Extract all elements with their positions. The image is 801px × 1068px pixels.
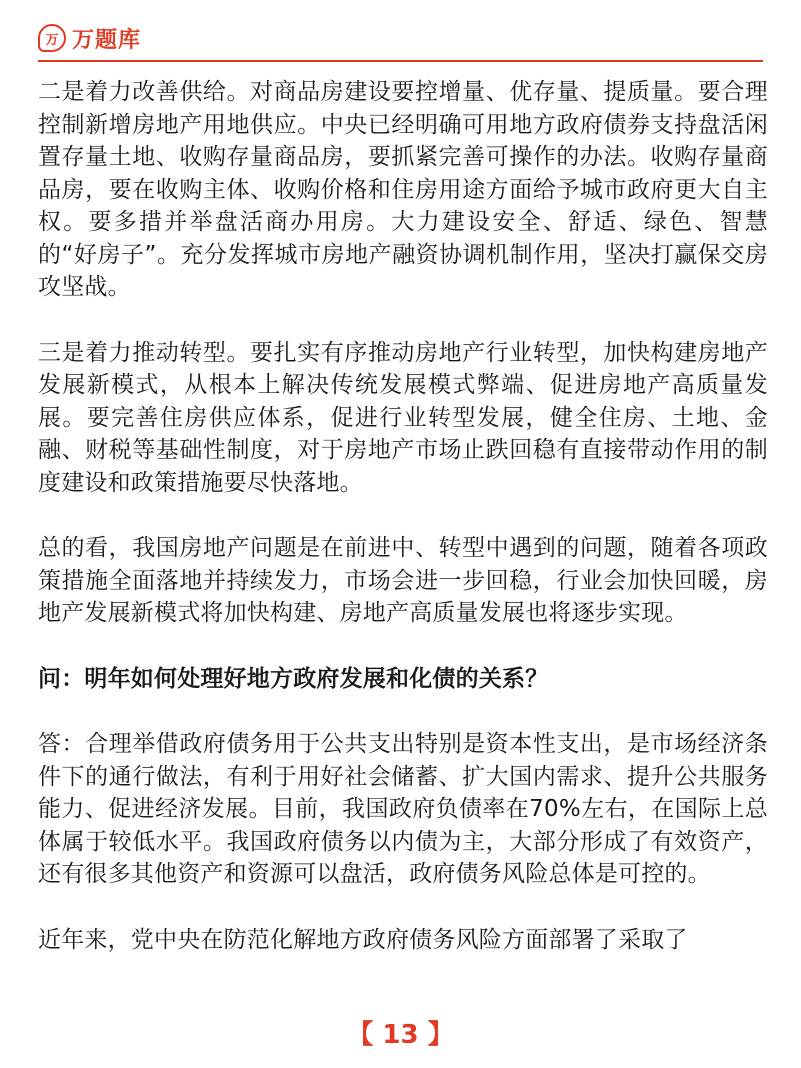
brand-logo-icon <box>38 24 66 52</box>
document-body <box>38 76 768 956</box>
brand-header <box>38 18 141 58</box>
brand-name: 万题库 <box>72 27 142 53</box>
paragraph-recent-years: 近年来，党中央在防范化解地方政府债务风险方面部署了采取了 <box>38 926 688 953</box>
paragraph-answer: 答：合理举借政府债务用于公共支出特别是资本性支出，是市场经济条件下的通行做法，有利于用好社会储蓄、扩大国内需求、提升公共服务能力、促进经济发展。目前，我国政府负债率在70%左右，在国际上总体属于较低水平。我国政府债务以内债为主，大部分形成了有效资产，还有很多其他资产和资源可以盘活，政府债务风险总体是可控的。 <box>38 731 768 887</box>
paragraph-supply: 二是着力改善供给。对商品房建设要控增量、优存量、提质量。要合理控制新增房地产用地供应。中央已经明确可用地方政府债券支持盘活闲置存量土地、收购存量商品房，要抓紧完善可操作的办法。收购存量商品房，要在收购主体、收购价格和住房用途方面给予城市政府更大自主权。要多措并举盘活商办用房。大力建设安全、舒适、绿色、智慧的“好房子”。充分发挥城市房地产融资协调机制作用，坚决打赢保交房攻坚战。 <box>38 79 768 300</box>
header-divider <box>38 60 763 62</box>
question-heading: 问：明年如何处理好地方政府发展和化债的关系？ <box>38 665 549 692</box>
paragraph-transformation: 三是着力推动转型。要扎实有序推动房地产行业转型，加快构建房地产发展新模式，从根本上解决传统发展模式弊端、促进房地产高质量发展。要完善住房供应体系，促进行业转型发展，健全住房、土地、金融、财税等基础性制度，对于房地产市场止跌回稳有直接带动作用的制度建设和政策措施要尽快落地。 <box>38 339 768 496</box>
paragraph-summary: 总的看，我国房地产问题是在前进中、转型中遇到的问题，随着各项政策措施全面落地并持续发力，市场会进一步回稳，行业会加快回暖，房地产发展新模式将加快构建、房地产高质量发展也将逐步实现。 <box>38 535 768 626</box>
page-number: 【 13 】 <box>347 1020 454 1050</box>
brand-logo-mark: 万 <box>45 32 59 48</box>
